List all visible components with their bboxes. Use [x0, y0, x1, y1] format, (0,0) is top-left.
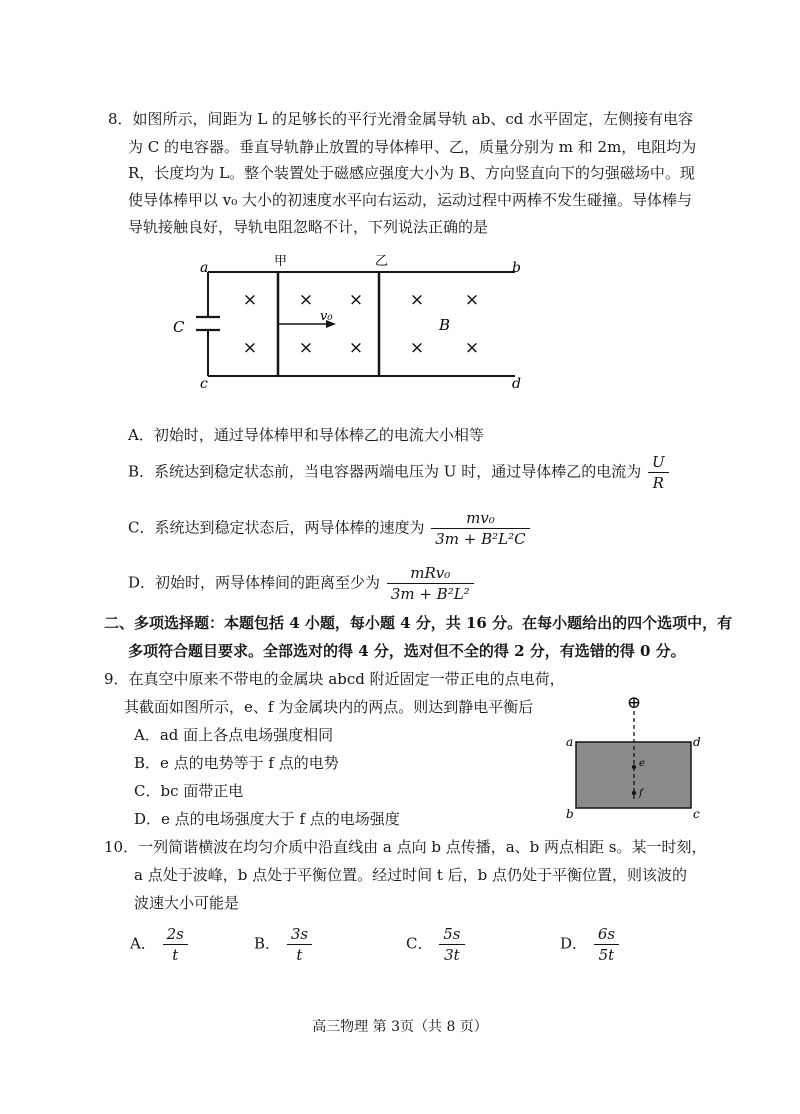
section2-heading-line-2: 多项符合题目要求。全部选对的得 4 分，选对但不全的得 2 分，有选错的得 0 分。 [128, 642, 686, 660]
q10-option-d-label: D． [560, 934, 588, 953]
q9-label-b: b [566, 807, 574, 821]
q8-rail-diagram [160, 255, 540, 395]
q8-option-b [128, 452, 671, 493]
q8-option-c-denominator: 3m + B²L²C [435, 530, 526, 548]
q10-option-c-fraction [439, 924, 464, 965]
q8-option-d-numerator: mRv₀ [387, 563, 474, 584]
q10-option-c-numerator: 5s [439, 924, 464, 945]
q9-option-c: C．bc 面带正电 [134, 782, 244, 800]
svg-text:×: × [242, 290, 258, 310]
q10-option-b-numerator: 3s [287, 924, 312, 945]
q8-line-1: 8．如图所示，间距为 L 的足够长的平行光滑金属导轨 ab、cd 水平固定，左侧接有电容 [108, 110, 694, 128]
q10-option-b [254, 924, 314, 965]
q10-option-b-label: B． [254, 934, 281, 953]
q10-option-a-numerator: 2s [163, 924, 188, 945]
q8-line-4: 使导体棒甲以 v₀ 大小的初速度水平向右运动，运动过程中两棒不发生碰撞。导体棒与 [128, 191, 693, 209]
q10-option-d-fraction [594, 924, 619, 965]
q8-option-b-text: B．系统达到稳定状态前，当电容器两端电压为 U 时，通过导体棒乙的电流为 [128, 462, 642, 481]
svg-text:×: × [464, 290, 480, 310]
q10-option-d-numerator: 6s [594, 924, 619, 945]
q9-label-a: a [566, 735, 574, 749]
q10-option-d [560, 924, 621, 965]
q10-line-1: 10．一列简谐横波在均匀介质中沿直线由 a 点向 b 点传播，a、b 两点相距 s。某一时刻， [104, 838, 707, 856]
q10-option-a-label: A． [130, 934, 156, 953]
q8-option-b-fraction [648, 452, 669, 493]
label-jia: 甲 [274, 255, 288, 269]
label-a: a [200, 260, 209, 276]
q10-option-a [130, 924, 190, 965]
page-footer: 高三物理 第 3页（共 8 页） [312, 1019, 488, 1035]
svg-text:×: × [348, 290, 364, 310]
q9-label-c: c [693, 807, 700, 821]
q8-option-c-text: C．系统达到稳定状态后，两导体棒的速度为 [128, 518, 425, 537]
q10-option-c-denominator: 3t [444, 946, 460, 964]
q10-option-b-denominator: t [296, 946, 303, 964]
svg-text:×: × [298, 338, 314, 358]
q10-option-c [406, 924, 467, 965]
q9-option-b: B．e 点的电势等于 f 点的电势 [134, 754, 339, 772]
q10-line-2: a 点处于波峰，b 点处于平衡位置。经过时间 t 后，b 点仍处于平衡位置，则该波的 [134, 866, 688, 884]
q9-metal-block-diagram [560, 690, 710, 825]
q8-option-c-numerator: mv₀ [431, 508, 529, 529]
label-c: c [200, 376, 208, 392]
q8-option-a: A．初始时，通过导体棒甲和导体棒乙的电流大小相等 [128, 426, 484, 444]
q9-line-2: 其截面如图所示，e、f 为金属块内的两点。则达到静电平衡后 [124, 698, 534, 716]
q8-option-d-fraction [387, 563, 474, 604]
q8-line-2: 为 C 的电容器。垂直导轨静止放置的导体棒甲、乙，质量分别为 m 和 2m，电阻均为 [128, 138, 697, 156]
label-field-B: B [439, 316, 451, 334]
q10-option-d-denominator: 5t [598, 946, 615, 964]
label-capacitor-C: C [173, 318, 185, 336]
svg-text:×: × [464, 338, 480, 358]
q9-label-e: e [639, 758, 645, 769]
q9-label-f: f [639, 788, 643, 799]
q8-line-5: 导轨接触良好，导轨电阻忽略不计，下列说法正确的是 [128, 218, 489, 236]
q8-option-b-numerator: U [648, 452, 669, 473]
q10-line-3: 波速大小可能是 [134, 894, 240, 912]
q9-line-1: 9．在真空中原来不带电的金属块 abcd 附近固定一带正电的点电荷， [104, 670, 565, 688]
svg-text:×: × [409, 338, 425, 358]
q10-option-a-fraction [163, 924, 188, 965]
svg-text:×: × [409, 290, 425, 310]
q8-option-d-denominator: 3m + B²L² [390, 585, 470, 603]
label-b: b [512, 260, 521, 276]
q8-option-c-fraction [431, 508, 529, 549]
q10-option-c-label: C． [406, 934, 433, 953]
q9-label-d: d [693, 735, 701, 749]
q9-option-a: A．ad 面上各点电场强度相同 [134, 726, 334, 744]
q8-line-3: R，长度均为 L。整个装置处于磁感应强度大小为 B、方向竖直向下的匀强磁场中。现 [128, 164, 695, 182]
positive-charge-icon: ⊕ [626, 693, 642, 713]
svg-text:×: × [242, 338, 258, 358]
point-e [632, 765, 636, 769]
q8-option-d [128, 563, 476, 604]
q10-option-b-fraction [287, 924, 312, 965]
q10-option-a-denominator: t [172, 946, 179, 964]
label-yi: 乙 [375, 255, 389, 269]
label-v0: v₀ [320, 309, 333, 324]
q8-option-b-denominator: R [652, 474, 664, 492]
q9-option-d: D．e 点的电场强度大于 f 点的电场强度 [134, 810, 400, 828]
q8-option-d-text: D．初始时，两导体棒间的距离至少为 [128, 573, 381, 592]
q8-option-c [128, 508, 532, 549]
section2-heading-line-1: 二、多项选择题：本题包括 4 小题，每小题 4 分，共 16 分。在每小题给出的四个选项中，有 [104, 614, 733, 632]
svg-text:×: × [348, 338, 364, 358]
svg-text:×: × [298, 290, 314, 310]
label-d: d [512, 376, 521, 392]
point-f [632, 791, 636, 795]
